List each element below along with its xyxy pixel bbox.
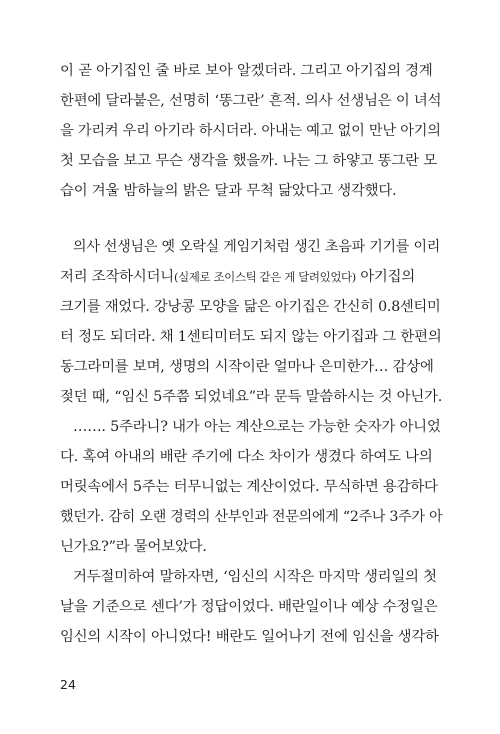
parenthetical-note: (실제로 조이스틱 같은 게 달려있었다) (174, 270, 356, 284)
text-line: 닌가요?”라 물어보았다. (60, 539, 207, 555)
text-run: 아기집의 (355, 269, 416, 285)
text-line: 거두절미하여 말하자면, ‘임신의 시작은 마지막 생리일의 첫 (73, 569, 437, 585)
text-line: 한편에 달라붙은, 선명히 ‘똥그란’ 흔적. 의사 선생님은 이 녀석 (60, 93, 442, 109)
text-line: 습이 겨울 밤하늘의 밝은 달과 무척 닮았다고 생각했다. (60, 183, 397, 199)
text-line: 첫 모습을 보고 무슨 생각을 했을까. 나는 그 하얗고 똥그란 모 (60, 153, 437, 169)
text-line: 크기를 재었다. 강낭콩 모양을 닮은 아기집은 간신히 0.8센티미 (60, 299, 441, 315)
text-line: 을 가리켜 우리 아기라 하시더라. 아내는 예고 없이 만난 아기의 (60, 123, 441, 139)
text-line: 젖던 때, “임신 5주쯤 되었네요”라 문득 말씀하시는 것 아닌가. (60, 389, 443, 405)
text-line: 머릿속에서 5주는 터무니없는 계산이었다. 무식하면 용감하다 (60, 479, 438, 495)
text-line (60, 266, 442, 288)
text-line: ……. 5주라니? 내가 아는 계산으로는 가능한 숫자가 아니었 (73, 419, 441, 435)
text-line: 날을 기준으로 센다’가 정답이었다. 배란일이나 예상 수정일은 (60, 599, 438, 615)
page-number: 24 (60, 677, 76, 692)
text-line: 의사 선생님은 옛 오락실 게임기처럼 생긴 초음파 기기를 이리 (73, 239, 441, 255)
text-line: 동그라미를 보며, 생명의 시작이란 얼마나 은미한가… 감상에 (60, 359, 434, 375)
text-line: 했던가. 감히 오랜 경력의 산부인과 전문의에게 “2주나 3주가 아 (60, 509, 443, 525)
text-run: 저리 조작하시더니 (60, 269, 174, 285)
text-line: 다. 혹여 아내의 배란 주기에 다소 차이가 생겼다 하여도 나의 (60, 449, 433, 465)
text-line: 터 정도 되더라. 채 1센티미터도 되지 않는 아기집과 그 한편의 (60, 329, 442, 345)
text-line: 임신의 시작이 아니었다! 배란도 일어나기 전에 임신을 생각하 (60, 629, 439, 645)
text-line: 이 곧 아기집인 줄 바로 보아 알겠더라. 그리고 아기집의 경계 (60, 63, 433, 79)
